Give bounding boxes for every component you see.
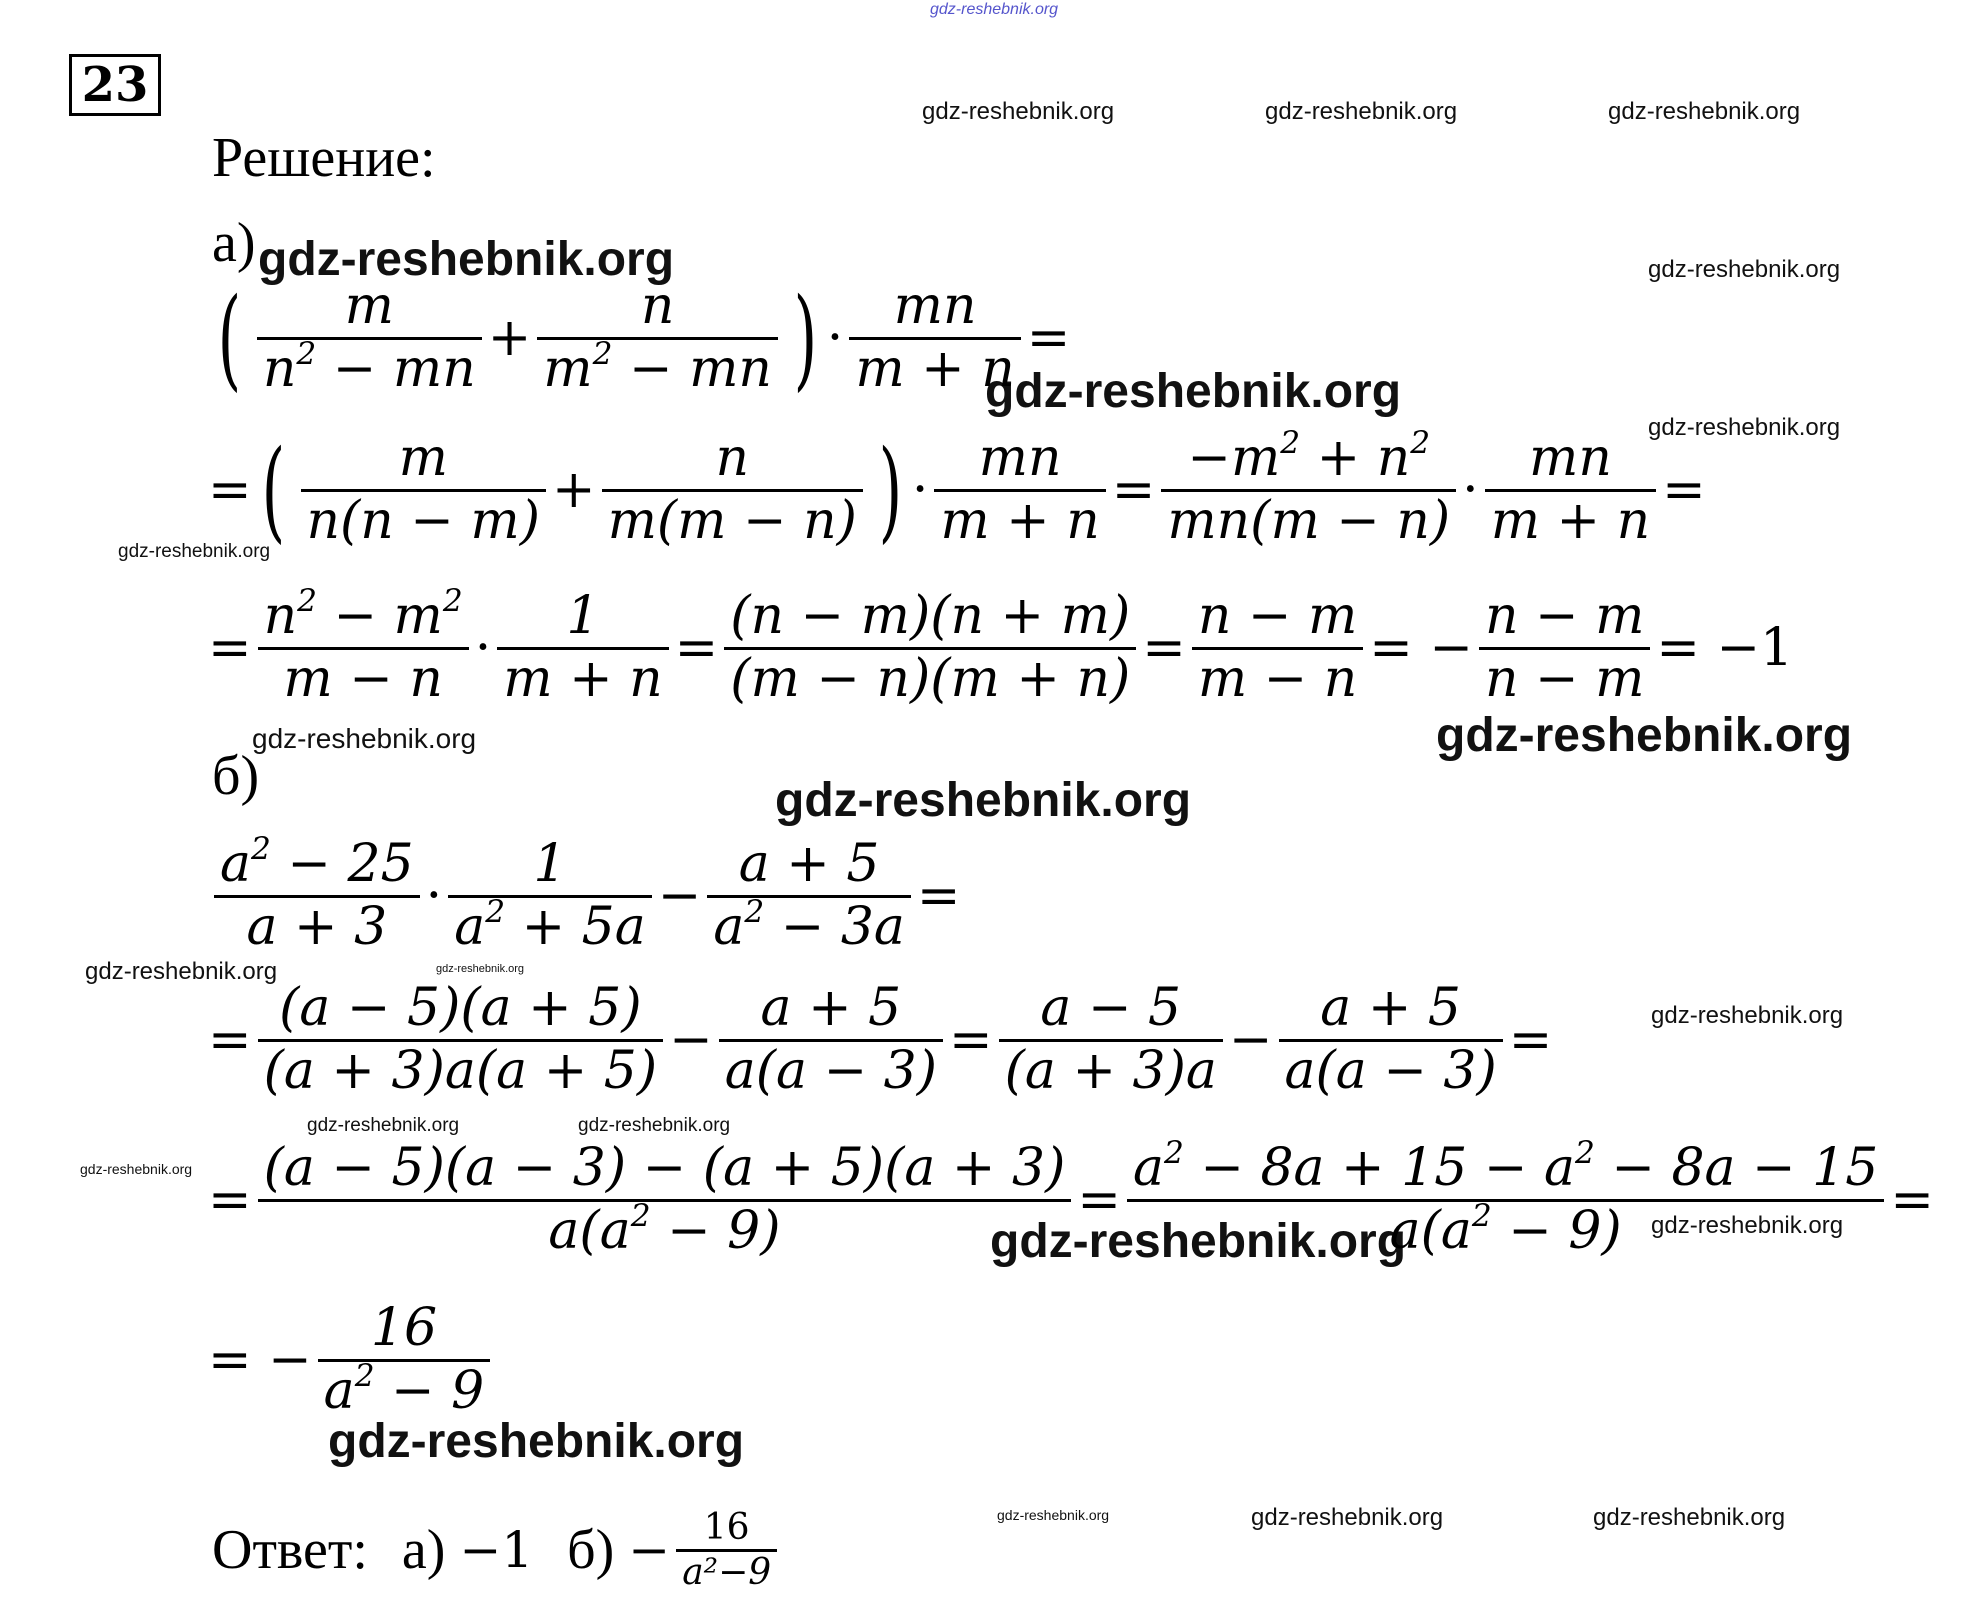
watermark: gdz-reshebnik.org [578,1115,731,1136]
answer-line [212,1500,783,1600]
answer-prefix: Ответ: [212,1519,368,1581]
watermark: gdz-reshebnik.org [922,98,1115,125]
answer-a-label: а) [401,1519,446,1581]
formula-line: = − $\frac{16}{a^2 - 9}$ [208,1290,496,1430]
answer-b-sign: − [628,1521,671,1579]
watermark-large: gdz-reshebnik.org [258,233,675,286]
answer-b-label: б) [567,1519,615,1581]
watermark-large: gdz-reshebnik.org [775,774,1192,827]
formula-line: = $\frac{(a - 5)(a + 5)}{(a + 3)a(a + 5)}$ − $\frac{a + 5}{a(a - 3)}$ = $\frac{a - 5}{(a + 3)a}$ − $\frac{a + 5}{a(a - 3)}$ = [208,977,1553,1101]
watermark: gdz-reshebnik.org [1593,1504,1786,1531]
watermark: gdz-reshebnik.org [252,723,477,754]
watermark-large: gdz-reshebnik.org [328,1415,745,1468]
formula-line: ( $\frac{m}{n^2 - mn}$ + $\frac{n}{m^2 - mn}$ ) · $\frac{mn}{m + n}$ = [217,273,1071,402]
watermark: gdz-reshebnik.org [118,541,271,562]
watermark-large: gdz-reshebnik.org [985,365,1402,418]
watermark: gdz-reshebnik.org [1648,256,1841,283]
watermark: gdz-reshebnik.org [1651,1002,1844,1029]
formula-line: = $\frac{n^2 - m^2}{m - n}$ · $\frac{1}{m + n}$ = $\frac{(n - m)(n + m)}{(m - n)(m + n)}$ = $\frac{n - m}{m - n}$ = − $\frac{n - m}{n - m}$ = −1 [208,582,1794,709]
watermark: gdz-reshebnik.org [1648,414,1841,441]
watermark: gdz-reshebnik.org [997,1507,1110,1523]
formula-line: = $\frac{(a - 5)(a - 3) - (a + 5)(a + 3)}{a(a^2 - 9)}$ = $\frac{a^2 - 8a + 15 - a^2 - 8a - 15}{a(a^2 - 9)}$ = [208,1134,1934,1261]
part-a-label: а) [212,212,256,274]
watermark-top: gdz-reshebnik.org [930,1,1059,18]
watermark: gdz-reshebnik.org [1608,98,1801,125]
watermark: gdz-reshebnik.org [1265,98,1458,125]
solution-heading: Решение: [212,127,436,189]
answer-b-denominator: a²−9 [682,1551,772,1593]
watermark: gdz-reshebnik.org [85,958,278,985]
formula-line: $\frac{a^2 - 25}{a + 3}$ · $\frac{1}{a^2 + 5a}$ − $\frac{a + 5}{a^2 - 3a}$ = [208,826,961,966]
watermark-large: gdz-reshebnik.org [1436,709,1853,762]
formula-line: = ( $\frac{m}{n(n - m)}$ + $\frac{n}{m(m - n)}$ ) · $\frac{mn}{m + n}$ = $\frac{-m^2 + n^2}{mn(m - n)}$ · $\frac{mn}{m + n}$ = [208,424,1706,554]
part-b-label: б) [212,745,260,807]
watermark: gdz-reshebnik.org [1651,1212,1844,1239]
problem-number: 23 [69,54,161,116]
watermark: gdz-reshebnik.org [1251,1504,1444,1531]
watermark: gdz-reshebnik.org [80,1161,193,1177]
watermark: gdz-reshebnik.org [436,963,525,975]
answer-b-fraction [676,1507,777,1593]
answer-a-value: −1 [459,1521,534,1579]
watermark-large: gdz-reshebnik.org [990,1215,1407,1268]
answer-b-numerator: 16 [703,1507,750,1549]
watermark: gdz-reshebnik.org [307,1115,460,1136]
